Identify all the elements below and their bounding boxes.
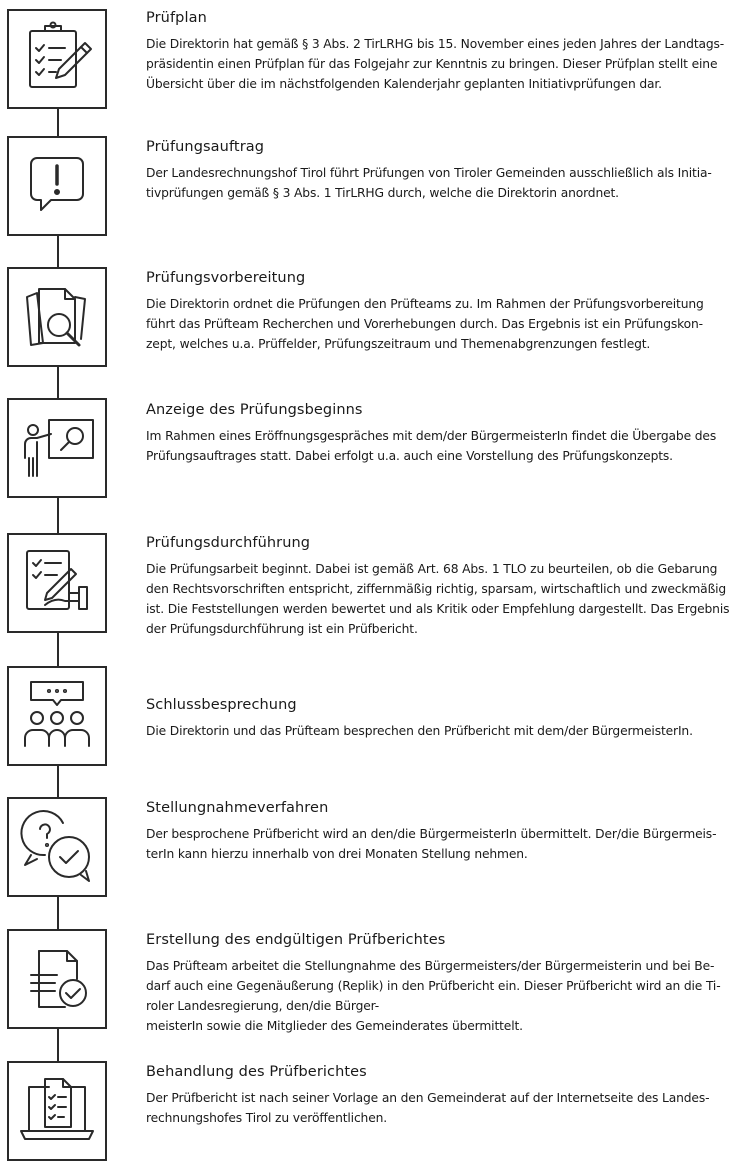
step-description: Die Direktorin hat gemäß § 3 Abs. 2 TirLRHG bis 15. November eines jeden Jahres der Landtags- präsidentin einen Prüfplan für das Folgejahr zur Kenntnis zu bringen. Dieser Prüfplan stellt eine Übersicht über die im nächstfolgenden Kalenderjahr geplanten Initiativprüfungen dar. [146, 37, 725, 91]
step-title: Behandlung des Prüfberichtes [146, 1064, 367, 1080]
documents-magnifier-icon [9, 269, 105, 365]
step-title: Schlussbesprechung [146, 697, 297, 713]
checklist-hand-pen-icon [9, 535, 105, 631]
step-description: Der besprochene Prüfbericht wird an den/die BürgermeisterIn übermittelt. Der/die Bürgermeis- terIn kann hierzu innerhalb von drei Monaten Stellung nehmen. [146, 827, 717, 861]
step-description: Der Prüfbericht ist nach seiner Vorlage an den Gemeinderat auf der Internetseite des Landes- rechnungshofes Tirol zu veröffentlichen. [146, 1091, 710, 1125]
step-description: Das Prüfteam arbeitet die Stellungnahme des Bürgermeisters/der Bürgermeisterin und bei Be- darf auch eine Gegenäußerung (Replik) in den Prüfbericht ein. Dieser Prüfbericht wird an die Ti- roler Landesregierung, den/die Bürger- meisterIn sowie die Mitglieder des Gemeinderates übermittelt. [146, 959, 721, 1033]
step-title: Prüfungsdurchführung [146, 535, 311, 551]
step-erstellung-prufbericht [146, 932, 736, 1036]
step-icon-box [7, 9, 107, 109]
step-description: Die Direktorin und das Prüfteam besprechen den Prüfbericht mit dem/der BürgermeisterIn. [146, 724, 693, 738]
step-prufplan [146, 10, 736, 94]
meeting-group-icon [9, 668, 105, 764]
step-anzeige-prufungsbeginn [146, 402, 736, 466]
connector-line [57, 896, 59, 929]
step-description: Im Rahmen eines Eröffnungsgespräches mit dem/der BürgermeisterIn findet die Übergabe des Prüfungsauftrages statt. Dabei erfolgt u.a. auch eine Vorstellung des Prüfungskonzepts. [146, 429, 717, 463]
step-prufungsdurchfuhrung [146, 535, 736, 639]
step-icon-box [7, 398, 107, 498]
connector-line [57, 497, 59, 533]
connector-line [57, 1028, 59, 1061]
clipboard-checklist-pencil-icon [9, 11, 105, 107]
step-description: Die Prüfungsarbeit beginnt. Dabei ist gemäß Art. 68 Abs. 1 TLO zu beurteilen, ob die Gebarung den Rechtsvorschriften entspricht, ziffernmäßig richtig, sparsam, wirtschaftlich und zweckmäßig ist. Die Feststellungen werden bewertet und als Kritik oder Empfehlung dargestellt. Das Ergebnis der Prüfungsdurchführung ist ein Prüfbericht. [146, 562, 730, 636]
step-prufungsvorbereitung [146, 270, 736, 354]
connector-line [57, 366, 59, 398]
connector-line [57, 765, 59, 797]
step-title: Stellungnahmeverfahren [146, 800, 329, 816]
step-icon-box [7, 1061, 107, 1161]
presenter-board-icon [9, 400, 105, 496]
connector-line [57, 235, 59, 267]
connector-line [57, 632, 59, 666]
laptop-document-icon [9, 1063, 105, 1159]
step-title: Anzeige des Prüfungsbeginns [146, 402, 363, 418]
step-icon-box [7, 533, 107, 633]
step-title: Prüfplan [146, 10, 207, 26]
step-schlussbesprechung [146, 697, 736, 741]
step-icon-box [7, 797, 107, 897]
question-check-bubbles-icon [9, 799, 105, 895]
exclamation-speech-bubble-icon [9, 138, 105, 234]
step-icon-box [7, 267, 107, 367]
step-description: Die Direktorin ordnet die Prüfungen den Prüfteams zu. Im Rahmen der Prüfungsvorbereitung führt das Prüfteam Recherchen und Vorerhebungen durch. Das Ergebnis ist ein Prüfungskon- zept, welches u.a. Prüffelder, Prüfungszeitraum und Themenabgrenzungen festlegt. [146, 297, 704, 351]
step-title: Prüfungsauftrag [146, 139, 265, 155]
step-icon-box [7, 666, 107, 766]
document-checkmark-icon [9, 931, 105, 1027]
step-behandlung-prufbericht [146, 1064, 736, 1128]
step-icon-box [7, 136, 107, 236]
step-icon-box [7, 929, 107, 1029]
step-title: Prüfungsvorbereitung [146, 270, 306, 286]
connector-line [57, 108, 59, 136]
step-title: Erstellung des endgültigen Prüfberichtes [146, 932, 446, 948]
step-stellungnahmeverfahren [146, 800, 736, 864]
step-prufungsauftrag [146, 139, 736, 203]
step-description: Der Landesrechnungshof Tirol führt Prüfungen von Tiroler Gemeinden ausschließlich als Initia- tivprüfungen gemäß § 3 Abs. 1 TirLRHG durch, welche die Direktorin anordnet. [146, 166, 712, 200]
